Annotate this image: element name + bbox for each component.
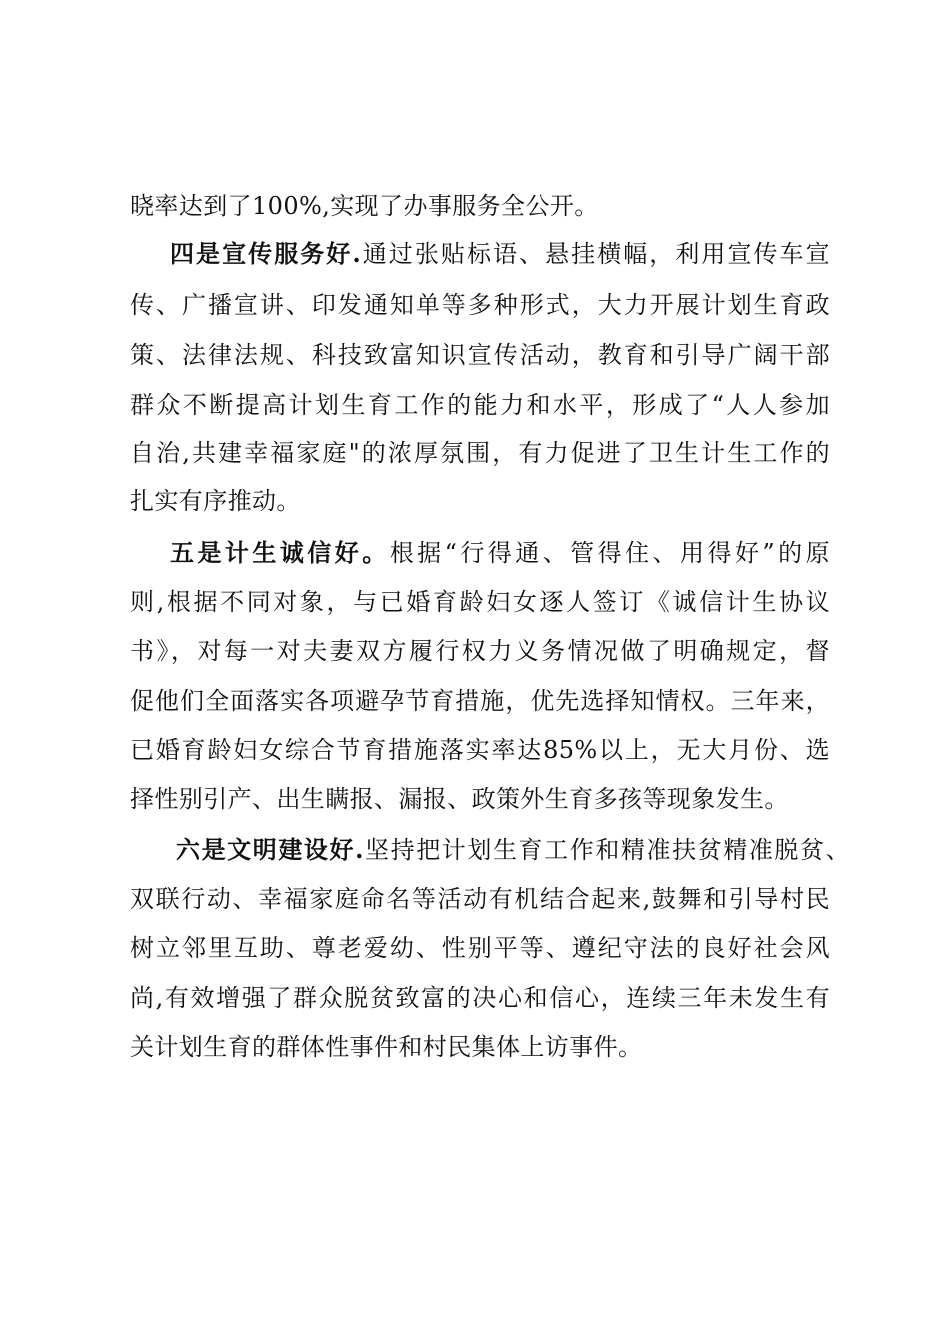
line-text: 通过张贴标语、悬挂横幅，利用宣传车宣 — [361, 240, 830, 268]
line-text: 双联行动、幸福家庭命名等活动有机结合起来,鼓舞和引导村民 — [130, 885, 830, 913]
line-text: 坚持把计划生育工作和精准扶贫精准脱贫、 — [363, 836, 850, 864]
paragraph-line — [130, 983, 830, 1013]
paragraph-line — [130, 735, 830, 765]
line-text: 根据“行得通、管得住、用得好”的原 — [389, 539, 830, 567]
section-heading-6: 六是文明建设好. — [176, 835, 364, 864]
paragraph-line — [130, 587, 830, 617]
paragraph-line — [130, 784, 830, 814]
line-text: 已婚育龄妇女综合节育措施落实率达85%以上，无大月份、选 — [130, 736, 830, 764]
paragraph-line — [130, 636, 830, 666]
line-text: 择性别引产、出生瞒报、漏报、政策外生育多孩等现象发生。 — [130, 785, 789, 813]
line-text: 尚,有效增强了群众脱贫致富的决心和信心，连续三年未发生有 — [130, 984, 830, 1012]
line-text: 促他们全面落实各项避孕节育措施，优先选择知情权。三年来， — [130, 687, 830, 715]
section-heading-4: 四是宣传服务好. — [170, 239, 362, 268]
paragraph-line — [130, 933, 830, 963]
paragraph-line — [170, 239, 830, 269]
paragraph-line — [130, 884, 830, 914]
line-text: 群众不断提高计划生育工作的能力和水平，形成了“人人参加 — [130, 391, 830, 419]
section-heading-5: 五是计生诚信好。 — [170, 538, 390, 567]
paragraph-line — [130, 1032, 830, 1062]
line-text: 关计划生育的群体性事件和村民集体上访事件。 — [130, 1033, 643, 1061]
paragraph-line — [130, 390, 830, 420]
line-text: 树立邻里互助、尊老爱幼、性别平等、遵纪守法的良好社会风 — [130, 934, 830, 962]
line-text: 传、广播宣讲、印发通知单等多种形式，大力开展计划生育政 — [130, 291, 830, 319]
paragraph-line — [130, 340, 830, 370]
paragraph-line — [130, 191, 830, 221]
line-text: 则,根据不同对象，与已婚育龄妇女逐人签订《诚信计生协议 — [130, 588, 830, 616]
line-text: 策、法律法规、科技致富知识宣传活动，教育和引导广阔干部 — [130, 341, 830, 369]
paragraph-line — [130, 486, 830, 516]
line-text: 扎实有序推动。 — [130, 487, 301, 515]
paragraph-line — [130, 438, 830, 468]
paragraph-line — [176, 835, 850, 865]
line-text: 书》，对每一对夫妻双方履行权力义务情况做了明确规定，督 — [130, 637, 830, 665]
paragraph-line — [170, 538, 830, 568]
line-text: 自治,共建幸福家庭"的浓厚氛围，有力促进了卫生计生工作的 — [130, 439, 830, 467]
paragraph-line — [130, 686, 830, 716]
paragraph-line — [130, 290, 830, 320]
line-text: 晓率达到了100%,实现了办事服务全公开。 — [130, 192, 599, 220]
